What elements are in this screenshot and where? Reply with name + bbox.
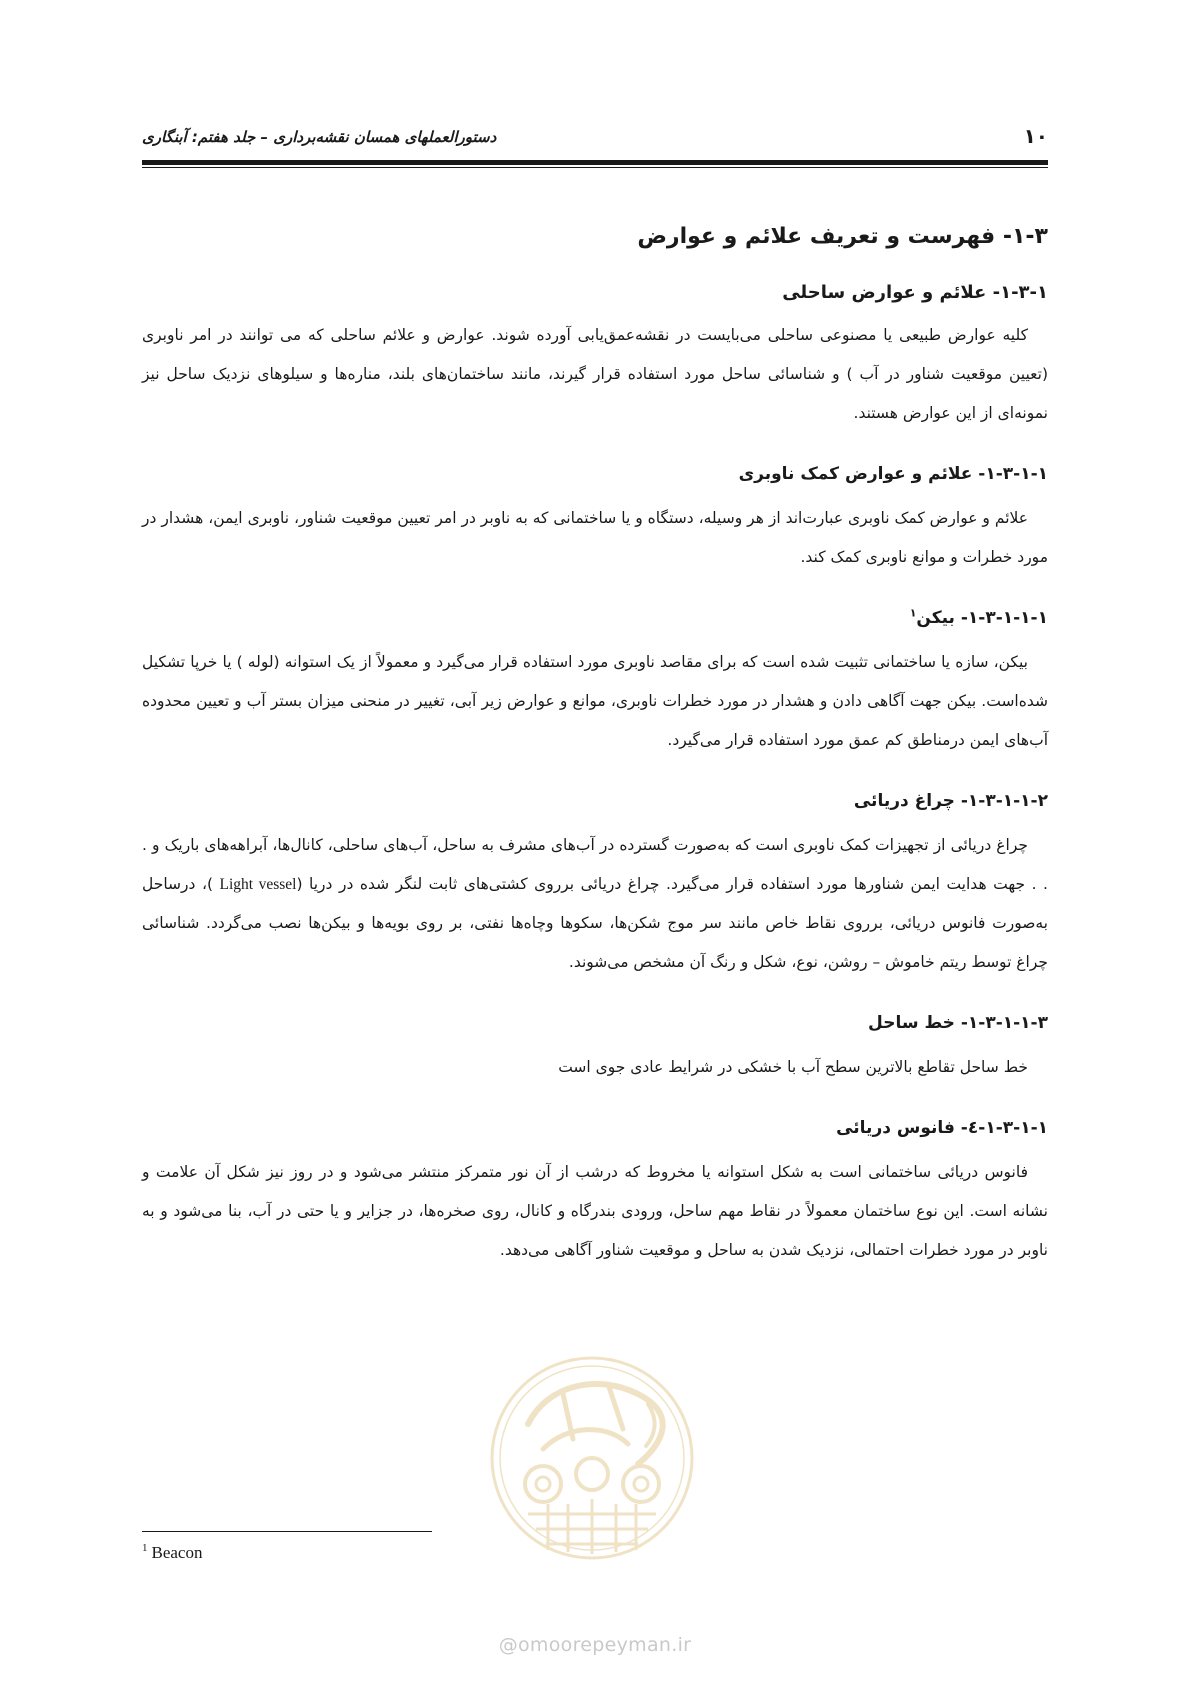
heading-nav-aids: ۱-۳-۱-۱- علائم و عوارض کمک ناوبری [738, 464, 1048, 484]
heading-lighthouse: ۱-۳-۱-۱-٤- فانوس دریائی [836, 1118, 1048, 1138]
heading-lightship: ۱-۳-۱-۱-۲- چراغ دریائی [853, 791, 1048, 811]
paragraph-lightship [142, 826, 1048, 982]
paragraph-lightship-part2: )، درساحل به‌صورت فانوس دریائی، برروی نقاط خاص مانند سر موج شکن‌ها، سکوها وچاه‌ها نفتی، بر روی بویه‌ها و بیکن‌ها نصب می‌گردد. شناسائی چراغ توسط ریتم خاموش – روشن، نوع، شکل و رنگ آن مشخص می‌شوند. [142, 875, 1048, 971]
paragraph-beacon: بیکن، سازه یا ساختمانی تثبیت شده است که برای مقاصد ناوبری مورد استفاده قرار می‌گیرد و معمولاً از یک استوانه (لوله ) یا خرپا تشکیل شده‌است. بیکن جهت آگاهی دادن و هشدار در مورد خطرات ناوبری، موانع و عوارض زیر آبی، تغییر در منحنی میزان بستر آب و تعیین محدوده آب‌های ایمن درمناطق کم عمق مورد استفاده قرار می‌گیرد. [142, 653, 1048, 749]
footnote-mark: 1 [142, 1542, 148, 1555]
heading-beacon [142, 603, 1048, 633]
paragraph-lightship-part1: چراغ دریائی از تجهیزات کمک ناوبری است که به‌صورت گسترده در آب‌های مشرف به ساحل، آب‌های ساحلی، کانال‌ها، آبراهه‌های باریک و . . . جهت هدایت ایمن شناورها مورد استفاده قرار می‌گیرد. چراغ دریائی برروی کشتی‌های ثابت لنگر شده در دریا ( [142, 836, 1048, 893]
section-heading: ۱-۳- فهرست و تعریف علائم و عوارض [637, 224, 1048, 249]
page-number: ۱۰ [1023, 124, 1048, 148]
running-title: دستورالعملهای همسان نقشه‌برداری – جلد هفتم: آبنگاری [142, 128, 497, 146]
heading-shoreline: ۱-۳-۱-۱-۳- خط ساحل [868, 1013, 1048, 1033]
footnote-reference[interactable]: ۱ [909, 606, 917, 620]
subsection-heading-coastal-features: ۱-۳-۱- علائم و عوارض ساحلی [782, 282, 1048, 303]
paragraph-lighthouse: فانوس دریائی ساختمانی است به شکل استوانه یا مخروط که درشب از آن نور متمرکز منتشر می‌شود و در روز نیز شکل آن علامت و نشانه است. این نوع ساختمان معمولاً در نقاط مهم ساحل، ورودی بندرگاه و کانال، روی صخره‌ها، در جزایر و یا حتی در آب، بنا می‌شود و به ناوبر در مورد خطرات احتمالی، نزدیک شدن به ساحل و موقعیت شناور آگاهی می‌دهد. [142, 1163, 1048, 1259]
paragraph-coastal-features: کلیه عوارض طبیعی یا مصنوعی ساحلی می‌بایست در نقشه‌عمق‌یابی آورده شوند. عوارض و علائم ساحلی که می توانند در امر ناوبری (تعیین موقعیت شناور در آب ) و شناسائی ساحل مورد استفاده قرار گیرند، مانند ساختمان‌های بلند، منار‌ه‌ها و سیلوهای نزدیک ساحل نیز نمونه‌ای از این عوارض هستند. [142, 326, 1048, 422]
footnote-rule [142, 1531, 432, 1532]
watermark-seal-logo [488, 1354, 696, 1624]
heading-beacon-text: ۱-۳-۱-۱-۱- بیکن [916, 608, 1048, 628]
page-content [142, 188, 1048, 1270]
header-rule-thin [142, 167, 1048, 168]
footnote [142, 1543, 202, 1563]
footnote-text: Beacon [151, 1543, 203, 1562]
paragraph-nav-aids: علائم و عوارض کمک ناوبری عبارت‌اند از هر وسیله، دستگاه و یا ساختمانی که به ناوبر در امر تعیین موقعیت شناور، ناوبری ایمن، هشدار در مورد خطرات و موانع ناوبری کمک کند. [142, 509, 1048, 566]
header-rule [142, 160, 1048, 165]
page-header [142, 122, 1048, 152]
latin-term-light-vessel: Light vessel [219, 876, 297, 893]
watermark-caption: @omoorepeyman.ir [498, 1634, 692, 1656]
paragraph-shoreline: خط ساحل تقاطع بالاترین سطح آب با خشکی در شرایط عادی جوی است [558, 1058, 1028, 1076]
